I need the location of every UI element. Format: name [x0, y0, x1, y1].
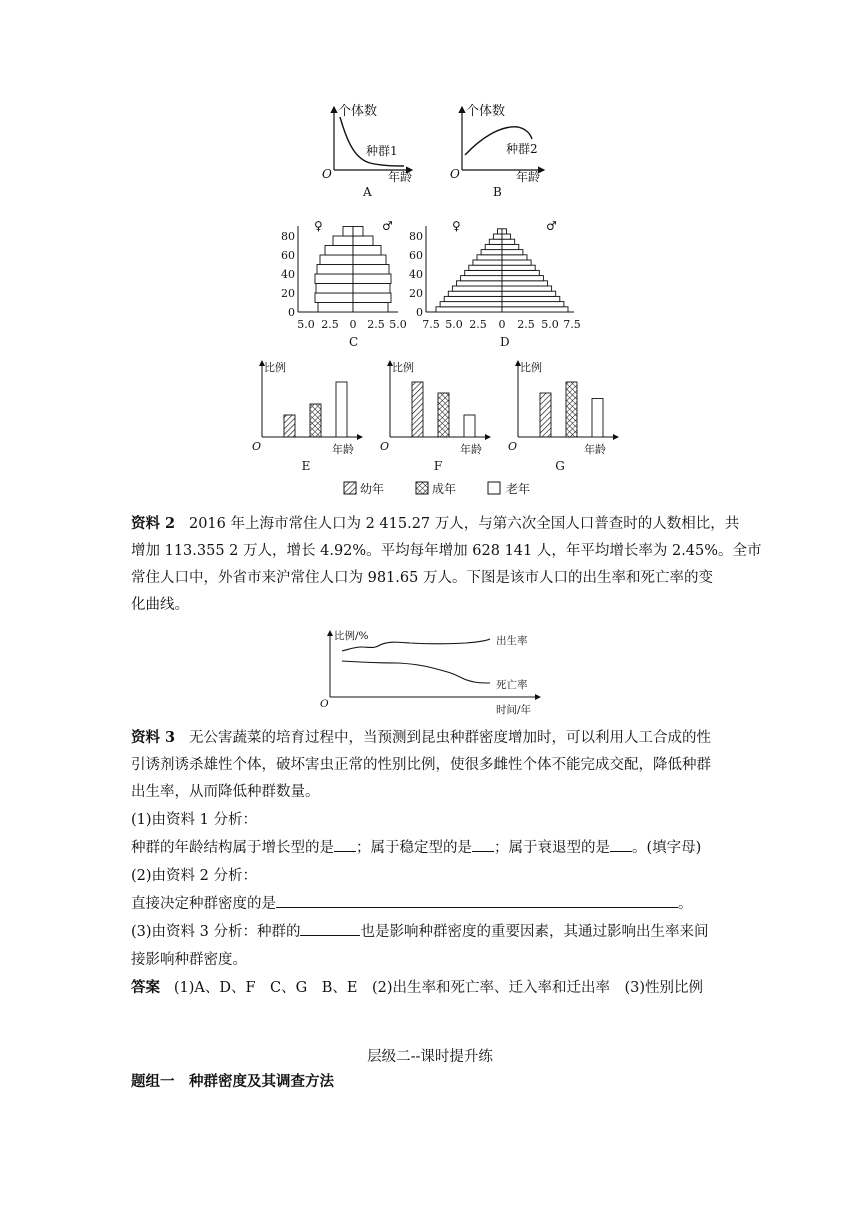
question3-text-a: (3)由资料 3 分析：种群的 [131, 924, 301, 940]
chart-g-caption: G [555, 459, 565, 473]
pyramid-d-bar-right [502, 244, 519, 249]
answer-blank-sex-ratio[interactable] [300, 921, 360, 936]
chart-c-bars [315, 227, 391, 313]
chart-a-origin: O [322, 167, 332, 181]
legend-adult-swatch [416, 482, 428, 494]
pyramid-d-bar-left [493, 234, 502, 239]
chart-a [322, 103, 412, 199]
birth-rate-label: 出生率 [496, 635, 528, 647]
material2-label: 资料 2 [131, 515, 176, 532]
chart-a-caption: A [363, 185, 372, 199]
population1-curve [340, 117, 404, 166]
answer-line [131, 976, 703, 997]
chart-c-xtick: 2.5 [321, 318, 339, 331]
pyramid-d-bar-left [489, 239, 502, 244]
chart-c-ytick: 60 [281, 249, 295, 262]
birth-death-rate-chart [318, 625, 548, 717]
answer-text: (1)A、D、F C、G B、E (2)出生率和死亡率、迁入率和迁出率 (3)性别比例 [173, 980, 704, 996]
pyramid-d-bar-right [502, 250, 523, 255]
pyramid-d-bar-left [461, 276, 502, 281]
legend-young-swatch [344, 482, 356, 494]
answer-blank-growth[interactable] [334, 837, 356, 852]
pyramid-d-bar-left [440, 302, 502, 307]
pyramid-d-bar-left [498, 229, 503, 234]
question1-body [131, 836, 701, 857]
question2-body [131, 892, 693, 913]
pyramid-d-bar-right [502, 255, 527, 260]
material2-line1 [131, 512, 739, 533]
chart-d-xtick: 7.5 [422, 318, 440, 331]
pyramid-d-bar-left [473, 260, 502, 265]
pyramid-c-bar-right [353, 236, 373, 246]
chart-b-caption: B [493, 185, 502, 199]
material2-text1: 2016 年上海市常住人口为 2 415.27 万人，与第六次全国人口普查时的人数相比，共 [188, 516, 740, 532]
pyramid-c-bar-left [317, 265, 353, 275]
legend-old-label: 老年 [506, 482, 531, 496]
answer-label: 答案 [131, 979, 160, 996]
pyramid-c-bar-right [353, 303, 388, 313]
chart-g-xlabel: 年龄 [584, 443, 606, 456]
material3-line1 [131, 726, 711, 747]
chart-b [450, 103, 544, 199]
chart-f-ylabel: 比例 [392, 361, 414, 374]
bar-e-adult [310, 404, 321, 437]
pyramid-c-bar-right [353, 293, 391, 303]
section-level-title: 层级二--课时提升练 [367, 1049, 493, 1065]
pyramid-c-bar-right [353, 255, 386, 265]
pyramid-d-bar-left [436, 307, 502, 312]
bar-e-young [284, 415, 295, 437]
question1-text-c: ；属于衰退型的是 [494, 840, 610, 856]
material3-line3: 出生率，从而降低种群数量。 [131, 784, 320, 800]
bar-g-old [592, 399, 603, 438]
chart-a-xlabel: 年龄 [388, 170, 413, 184]
answer-blank-decline[interactable] [610, 837, 632, 852]
chart-b-ylabel: 个体数 [466, 104, 506, 119]
bar-g-adult [566, 382, 577, 437]
chart-d-xtick: 0 [498, 318, 506, 331]
pyramid-c-bar-left [320, 255, 353, 265]
chart-c-xtick: 5.0 [297, 318, 315, 331]
chart-d-ytick: 0 [416, 306, 423, 319]
chart-c-ytick: 40 [281, 268, 295, 281]
pyramid-d-bar-right [502, 291, 556, 296]
chart-b-curve-label: 种群2 [506, 142, 538, 156]
question2-heading: (2)由资料 2 分析： [131, 868, 257, 884]
chart-c-xtick: 0 [349, 318, 357, 331]
answer-blank-stable[interactable] [472, 837, 494, 852]
material2-line2: 增加 113.355 2 万人，增长 4.92%。平均每年增加 628 141 人，年平均增长率为 2.45%。全市 [131, 543, 762, 559]
pyramid-d-bar-left [465, 270, 502, 275]
chart-d-male: ♂ [546, 219, 557, 233]
chart-d-ytick: 40 [409, 268, 423, 281]
pyramid-d-bar-right [502, 229, 507, 234]
chart-g-origin: O [508, 440, 518, 453]
material2-line3: 常住人口中，外省市来沪常住人口为 981.65 万人。下图是该市人口的出生率和死亡率的变 [131, 570, 713, 586]
chart-d-ytick: 80 [409, 230, 423, 243]
chart-f-caption: F [433, 459, 443, 473]
pyramid-d-bar-right [502, 265, 535, 270]
rate-chart-ylabel: 比例/% [334, 630, 369, 642]
section-group-title: 题组一 种群密度及其调查方法 [131, 1073, 334, 1090]
death-rate-line [342, 661, 490, 683]
pyramid-c-bar-left [318, 303, 353, 313]
chart-a-ylabel: 个体数 [338, 104, 378, 119]
death-rate-label: 死亡率 [496, 679, 528, 691]
pyramid-d-bar-right [502, 281, 548, 286]
question2-text-a: 直接决定种群密度的是 [131, 896, 276, 912]
chart-c-ytick: 0 [288, 306, 295, 319]
answer-blank-density-factor[interactable] [276, 893, 678, 908]
chart-d-bars [436, 229, 568, 312]
pyramid-d-bar-right [502, 270, 539, 275]
pyramid-d-bar-left [477, 255, 502, 260]
chart-c-xtick: 5.0 [389, 318, 407, 331]
question3-line1 [131, 920, 708, 941]
pyramid-d-bar-left [469, 265, 502, 270]
pyramid-d-bar-left [485, 244, 502, 249]
chart-d-xtick: 2.5 [469, 318, 487, 331]
bar-g-young [540, 393, 551, 437]
chart-d-ytick: 60 [409, 249, 423, 262]
pyramid-d-bar-right [502, 296, 560, 301]
question3-line2: 接影响种群密度。 [131, 952, 247, 968]
pyramid-d-bar-right [502, 234, 511, 239]
pyramid-c-bar-left [316, 284, 353, 294]
question1-text-b: ；属于稳定型的是 [356, 840, 472, 856]
bar-f-young [412, 382, 423, 437]
rate-chart-xlabel: 时间/年 [496, 704, 532, 716]
chart-d-xtick: 5.0 [445, 318, 463, 331]
chart-d-xtick: 2.5 [517, 318, 535, 331]
chart-c-ytick: 20 [281, 287, 295, 300]
chart-a-curve-label: 种群1 [366, 144, 398, 158]
pyramid-d-bar-right [502, 239, 515, 244]
pyramid-d-bar-right [502, 286, 552, 291]
legend-adult-label: 成年 [432, 482, 457, 496]
chart-b-origin: O [450, 167, 460, 181]
chart-d-caption: D [500, 335, 510, 349]
legend [344, 481, 530, 496]
chart-b-xlabel: 年龄 [516, 170, 541, 184]
question1-text-d: 。(填字母) [632, 840, 702, 856]
pyramid-d-bar-right [502, 276, 543, 281]
chart-e-caption: E [301, 459, 311, 473]
chart-f-xlabel: 年龄 [460, 443, 482, 456]
pyramid-charts-cd [278, 212, 598, 352]
pyramid-d-bar-left [452, 286, 502, 291]
chart-c-female: ♀ [314, 219, 323, 233]
pyramid-c-bar-left [325, 246, 353, 256]
rate-chart-origin: O [320, 698, 329, 710]
chart-d-xtick: 7.5 [563, 318, 581, 331]
chart-d-female: ♀ [452, 219, 461, 233]
chart-c-caption: C [349, 335, 359, 349]
chart-d [409, 219, 581, 349]
pyramid-c-bar-right [353, 227, 363, 237]
pyramid-c-bar-right [353, 284, 390, 294]
chart-c-xtick: 2.5 [367, 318, 385, 331]
chart-c [281, 219, 407, 349]
material3-text1: 无公害蔬菜的培育过程中，当预测到昆虫种群密度增加时，可以利用人工合成的性 [188, 730, 711, 746]
chart-f-origin: O [380, 440, 390, 453]
question1-heading: (1)由资料 1 分析： [131, 812, 257, 828]
legend-old-swatch [488, 482, 500, 494]
chart-c-ytick: 80 [281, 230, 295, 243]
pyramid-c-bar-left [333, 236, 353, 246]
pyramid-d-bar-left [444, 296, 502, 301]
bar-f-adult [438, 393, 449, 437]
pyramid-c-bar-left [343, 227, 353, 237]
chart-c-male: ♂ [382, 219, 393, 233]
pyramid-c-bar-right [353, 274, 391, 284]
chart-e-ylabel: 比例 [264, 361, 286, 374]
pyramid-d-bar-left [457, 281, 503, 286]
chart-e-xlabel: 年龄 [332, 443, 354, 456]
pyramid-c-bar-left [315, 274, 353, 284]
curve-charts-ab [300, 95, 560, 205]
bar-e-old [336, 382, 347, 437]
material2-line4: 化曲线。 [131, 597, 189, 613]
pyramid-d-bar-right [502, 307, 568, 312]
pyramid-d-bar-right [502, 260, 531, 265]
question3-text-b: 也是影响种群密度的重要因素，其通过影响出生率来间 [360, 924, 709, 940]
pyramid-d-bar-left [481, 250, 502, 255]
material3-line2: 引诱剂诱杀雄性个体，破坏害虫正常的性别比例，使很多雌性个体不能完成交配，降低种群 [131, 757, 711, 773]
chart-e-origin: O [252, 440, 262, 453]
pyramid-c-bar-right [353, 265, 389, 275]
legend-young-label: 幼年 [360, 482, 385, 496]
material3-label: 资料 3 [131, 729, 176, 746]
question1-text-a: 种群的年龄结构属于增长型的是 [131, 840, 334, 856]
chart-d-xtick: 5.0 [541, 318, 559, 331]
chart-d-ytick: 20 [409, 287, 423, 300]
pyramid-d-bar-right [502, 302, 564, 307]
pyramid-c-bar-left [315, 293, 353, 303]
pyramid-d-bar-left [448, 291, 502, 296]
bar-f-old [464, 415, 475, 437]
bar-charts-efg [250, 355, 630, 500]
question2-text-b: 。 [678, 896, 693, 912]
chart-g-ylabel: 比例 [520, 361, 542, 374]
pyramid-c-bar-right [353, 246, 381, 256]
